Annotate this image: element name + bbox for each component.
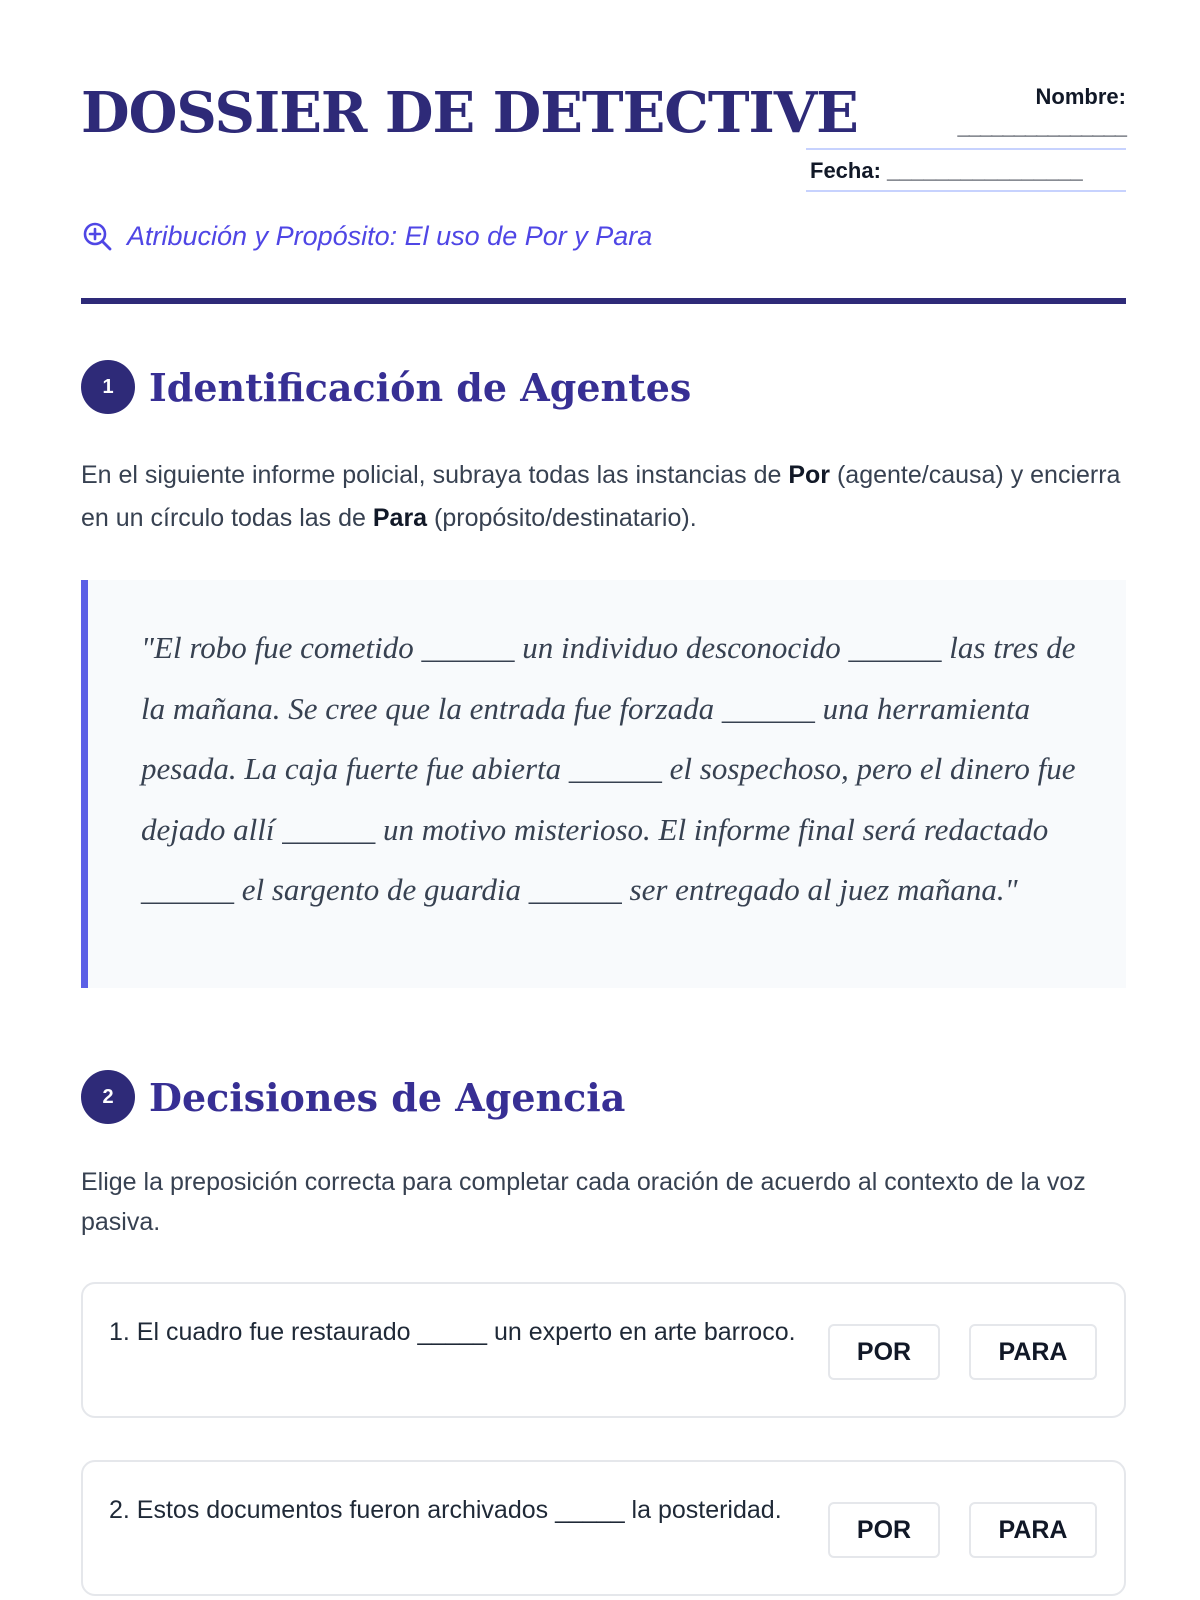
subtitle-text: Atribución y Propósito: El uso de Por y Para	[127, 220, 653, 251]
worksheet	[81, 0, 1126, 1600]
page-title: DOSSIER DE DETECTIVE	[81, 80, 858, 146]
question-card	[81, 1460, 1126, 1596]
instr-para: Para	[372, 504, 428, 532]
instr-part-a: En el siguiente informe policial, subraya todas las instancias de	[81, 461, 789, 489]
date-field[interactable]: Fecha: ________________	[806, 158, 1126, 192]
por-button[interactable]: POR	[828, 1502, 940, 1558]
name-line: _______________	[957, 114, 1126, 139]
para-button[interactable]: PARA	[969, 1324, 1097, 1380]
para-button[interactable]: PARA	[969, 1502, 1097, 1558]
question-text: 1. El cuadro fue restaurado _____ un experto en arte barroco.	[109, 1318, 796, 1346]
por-button[interactable]: POR	[828, 1324, 940, 1380]
section-1-heading	[81, 360, 691, 414]
instr-part-c: (propósito/destinatario).	[427, 504, 697, 532]
section-2-heading	[81, 1070, 625, 1124]
passage-text: "El robo fue cometido ______ un individuo desconocido ______ las tres de la mañana. Se cree que la entrada fue forzada ______ una herramienta pesada. La caja fuerte fue abierta ______ el sospechoso, pero el dinero fue dejado allí ______ un motivo misterioso. El informe final será redactado ______ el sargento de guardia ______ ser entregado al juez mañana."	[141, 630, 1076, 907]
section-1-title: Identificación de Agentes	[149, 364, 692, 410]
police-report-passage	[81, 580, 1126, 988]
section-1-number: 1	[81, 360, 135, 414]
section-2-title: Decisiones de Agencia	[149, 1074, 626, 1120]
instr-part-b: (agente/causa) y encierra en un círculo todas las de	[81, 461, 1121, 532]
zoom-in-icon	[81, 220, 113, 252]
instr-por: Por	[788, 461, 831, 489]
section-1-instructions	[81, 454, 1126, 540]
name-label: Nombre:	[1035, 84, 1126, 109]
question-text: 2. Estos documentos fueron archivados _____ la posteridad.	[109, 1496, 782, 1524]
subtitle	[81, 220, 652, 252]
student-info	[806, 80, 1126, 192]
name-field[interactable]	[806, 80, 1126, 150]
section-2-instructions: Elige la preposición correcta para completar cada oración de acuerdo al contexto de la voz pasiva.	[81, 1168, 1086, 1236]
header-divider	[81, 298, 1126, 304]
section-2-number: 2	[81, 1070, 135, 1124]
question-card	[81, 1282, 1126, 1418]
